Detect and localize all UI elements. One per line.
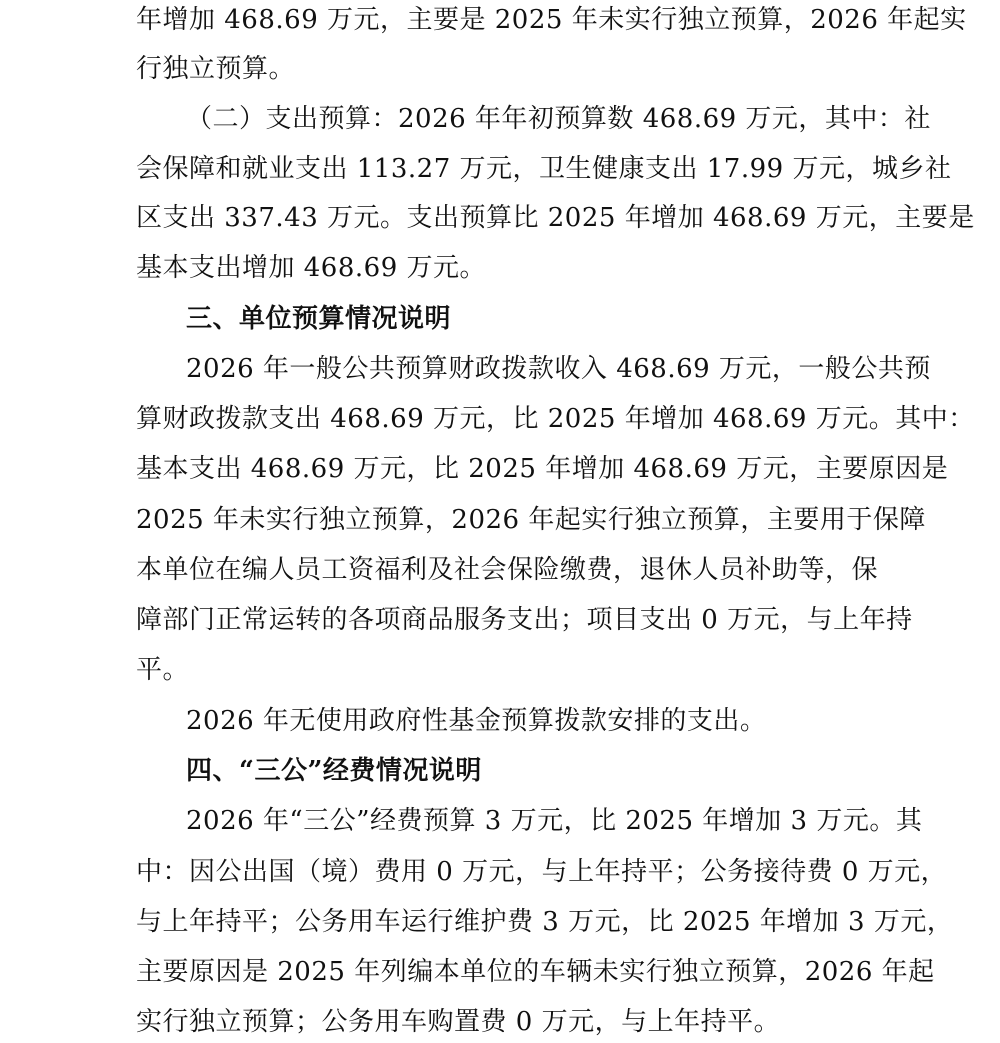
body-text-line: 行独立预算。 <box>136 54 296 84</box>
subsection-paragraph-start: （二）支出预算：2026 年年初预算数 468.69 万元，其中：社 <box>186 104 931 134</box>
section-heading: 四、“三公”经费情况说明 <box>186 756 482 786</box>
body-text-line: 算财政拨款支出 468.69 万元，比 2025 年增加 468.69 万元。其中： <box>136 404 975 434</box>
body-text-line: 本单位在编人员工资福利及社会保险缴费，退休人员补助等，保 <box>136 555 879 585</box>
body-text-line: 2025 年未实行独立预算，2026 年起实行独立预算，主要用于保障 <box>136 505 926 535</box>
body-text-line: 会保障和就业支出 113.27 万元，卫生健康支出 17.99 万元，城乡社 <box>136 154 952 184</box>
body-text-line: 基本支出 468.69 万元，比 2025 年增加 468.69 万元，主要原因是 <box>136 454 949 484</box>
body-text-line: 年增加 468.69 万元，主要是 2025 年未实行独立预算，2026 年起实 <box>136 5 967 35</box>
paragraph-start: 2026 年一般公共预算财政拨款收入 468.69 万元，一般公共预 <box>186 354 931 384</box>
body-text-line: 与上年持平；公务用车运行维护费 3 万元，比 2025 年增加 3 万元， <box>136 907 954 937</box>
body-text-line: 中：因公出国（境）费用 0 万元，与上年持平；公务接待费 0 万元， <box>136 857 948 887</box>
body-text-line: 基本支出增加 468.69 万元。 <box>136 253 487 283</box>
section-heading: 三、单位预算情况说明 <box>186 304 452 334</box>
paragraph-start: 2026 年“三公”经费预算 3 万元，比 2025 年增加 3 万元。其 <box>186 806 923 836</box>
body-text-line: 主要原因是 2025 年列编本单位的车辆未实行独立预算，2026 年起 <box>136 957 935 987</box>
paragraph-start: 2026 年无使用政府性基金预算拨款安排的支出。 <box>186 706 767 736</box>
body-text-line: 区支出 337.43 万元。支出预算比 2025 年增加 468.69 万元，主要是 <box>136 203 975 233</box>
body-text-line: 平。 <box>136 655 190 685</box>
body-text-line: 障部门正常运转的各项商品服务支出；项目支出 0 万元，与上年持 <box>136 605 913 635</box>
body-text-line: 实行独立预算；公务用车购置费 0 万元，与上年持平。 <box>136 1007 781 1037</box>
